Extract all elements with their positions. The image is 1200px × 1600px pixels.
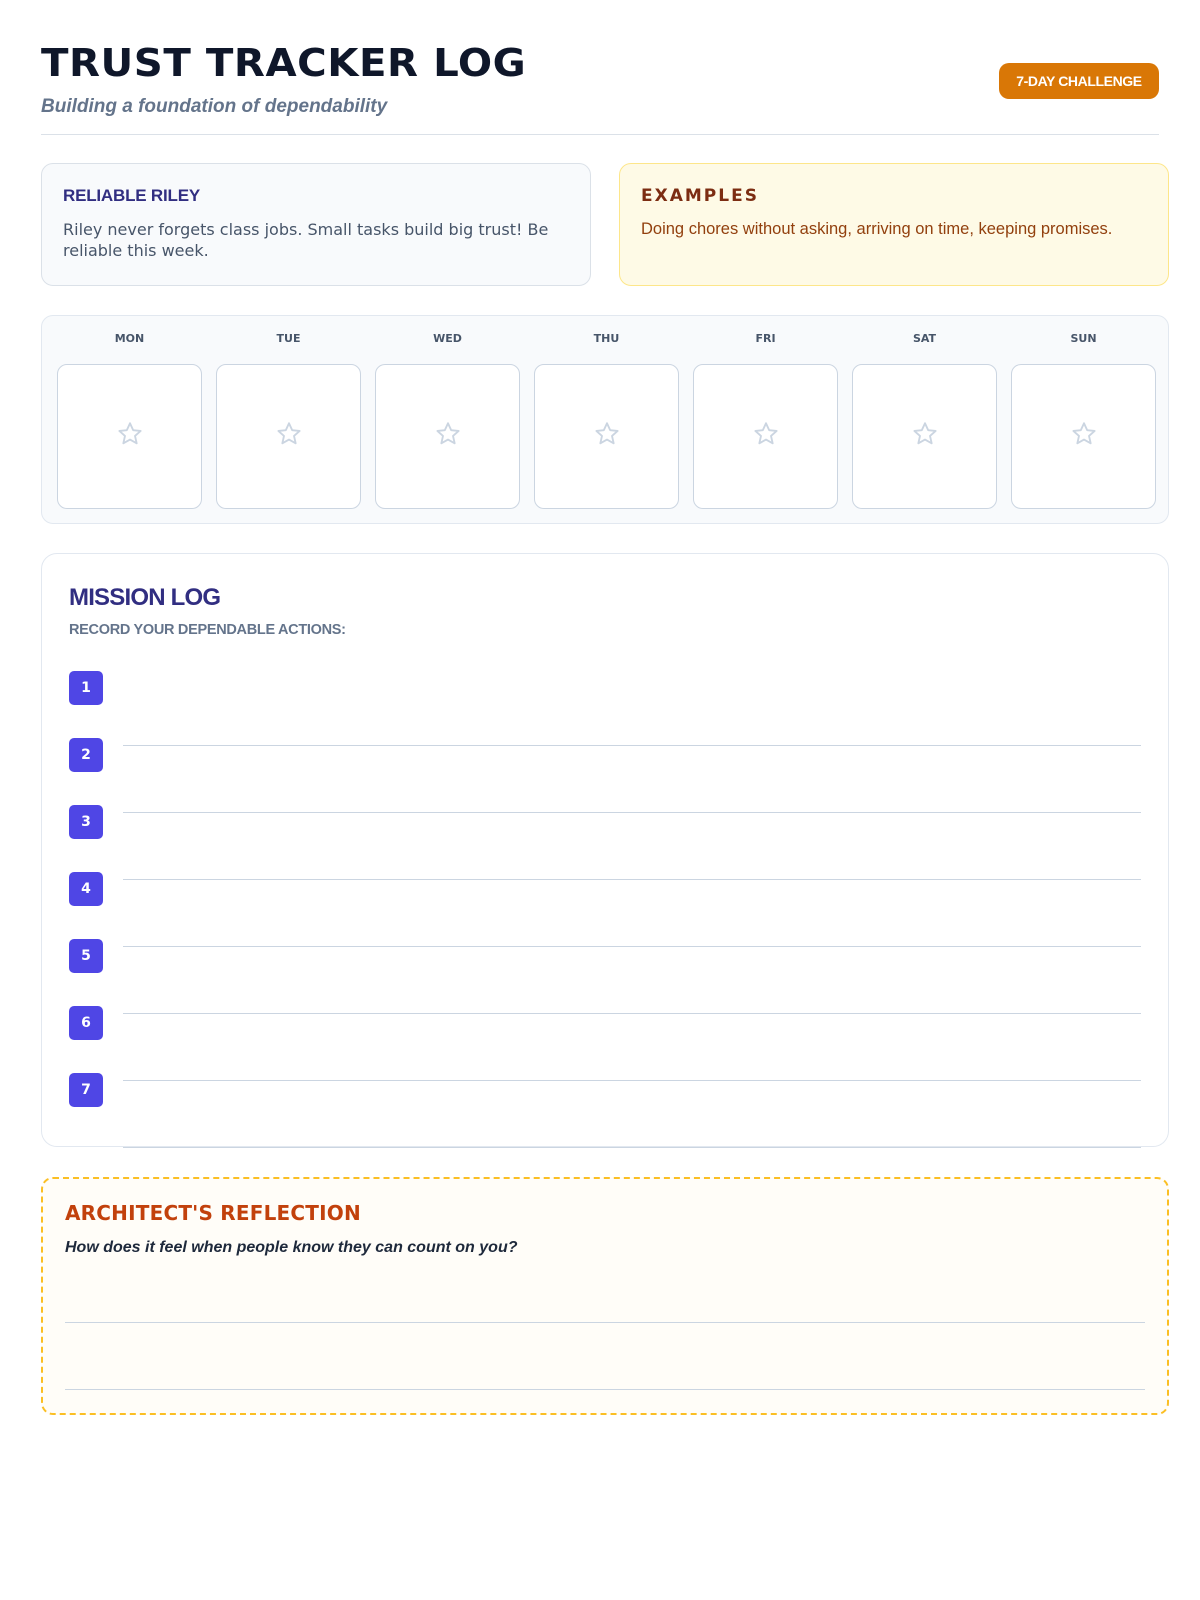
day-label: WED [433, 332, 462, 345]
day-label: FRI [755, 332, 776, 345]
log-number-badge: 2 [69, 738, 103, 772]
challenge-badge: 7-DAY CHALLENGE [999, 63, 1159, 99]
day-sat [852, 316, 997, 525]
log-row [69, 939, 1141, 1006]
star-outline-icon [593, 420, 621, 453]
reflection-panel [41, 1177, 1169, 1415]
reflection-title: ARCHITECT'S REFLECTION [65, 1201, 361, 1225]
day-wed [375, 316, 520, 525]
log-number-badge: 4 [69, 872, 103, 906]
day-thu [534, 316, 679, 525]
star-outline-icon [752, 420, 780, 453]
reliable-riley-card [41, 163, 591, 286]
log-number-badge: 5 [69, 939, 103, 973]
log-row [69, 805, 1141, 872]
mission-log-panel [41, 553, 1169, 1147]
day-tue [216, 316, 361, 525]
reflection-answer-line[interactable] [65, 1322, 1145, 1323]
day-star-box[interactable] [852, 364, 997, 509]
day-mon [57, 316, 202, 525]
examples-card-text: Doing chores without asking, arriving on time, keeping promises. [641, 220, 1113, 238]
log-row [69, 872, 1141, 939]
log-row [69, 738, 1141, 805]
star-outline-icon [911, 420, 939, 453]
day-label: TUE [276, 332, 301, 345]
day-label: SAT [912, 332, 937, 345]
week-tracker [41, 315, 1169, 524]
log-number-badge: 6 [69, 1006, 103, 1040]
day-fri [693, 316, 838, 525]
log-entry-line[interactable] [123, 1120, 1141, 1148]
day-star-box[interactable] [57, 364, 202, 509]
mission-log-title: MISSION LOG [69, 584, 221, 611]
page-header [41, 40, 1159, 135]
star-outline-icon [275, 420, 303, 453]
day-label: THU [593, 332, 620, 345]
riley-card-title: RELIABLE RILEY [63, 186, 200, 205]
day-star-box[interactable] [534, 364, 679, 509]
examples-card [619, 163, 1169, 286]
log-number-badge: 7 [69, 1073, 103, 1107]
page-subtitle: Building a foundation of dependability [41, 96, 388, 117]
mission-log-subtitle: RECORD YOUR DEPENDABLE ACTIONS: [69, 622, 346, 638]
day-sun [1011, 316, 1156, 525]
day-label: SUN [1070, 332, 1097, 345]
log-number-badge: 3 [69, 805, 103, 839]
day-star-box[interactable] [375, 364, 520, 509]
riley-card-text: Riley never forgets class jobs. Small tasks build big trust! Be reliable this week. [63, 220, 549, 260]
day-label: MON [114, 332, 145, 345]
day-star-box[interactable] [693, 364, 838, 509]
reflection-answer-line[interactable] [65, 1389, 1145, 1390]
log-number-badge: 1 [69, 671, 103, 705]
examples-card-title: EXAMPLES [641, 186, 759, 206]
star-outline-icon [116, 420, 144, 453]
log-row [69, 671, 1141, 738]
reflection-question: How does it feel when people know they can count on you? [65, 1239, 518, 1256]
day-star-box[interactable] [1011, 364, 1156, 509]
day-star-box[interactable] [216, 364, 361, 509]
log-row [69, 1073, 1141, 1140]
page-title: TRUST TRACKER LOG [41, 41, 527, 85]
star-outline-icon [434, 420, 462, 453]
star-outline-icon [1070, 420, 1098, 453]
log-row [69, 1006, 1141, 1073]
